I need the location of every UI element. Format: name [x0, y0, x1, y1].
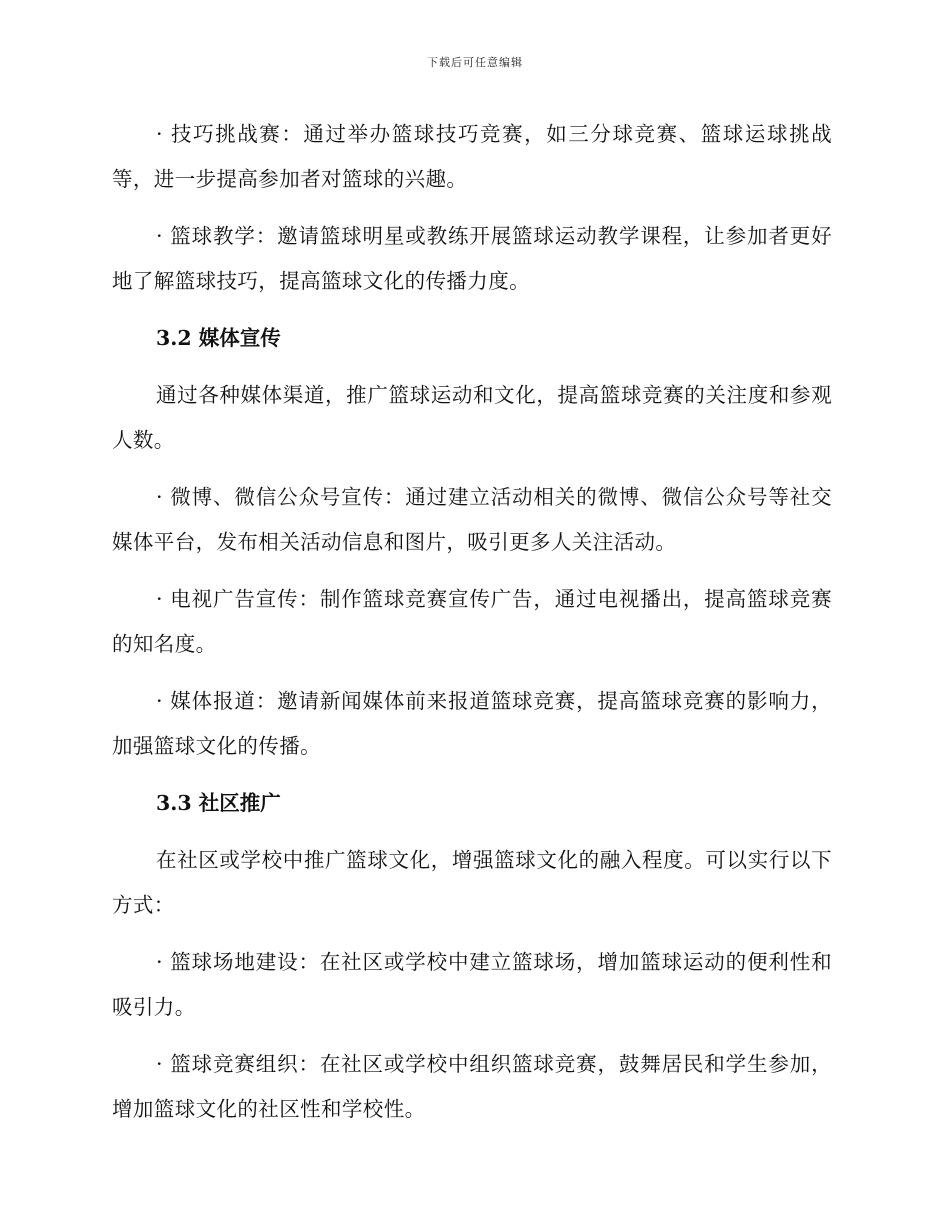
- paragraph-media-reports: · 媒体报道：邀请新闻媒体前来报道篮球竞赛，提高篮球竞赛的影响力，加强篮球文化的传播。: [112, 689, 832, 758]
- paragraph-competition-organization: · 篮球竞赛组织：在社区或学校中组织篮球竞赛，鼓舞居民和学生参加，增加篮球文化的社区性和学校性。: [112, 1052, 832, 1121]
- page-header: 下载后可任意编辑: [427, 56, 523, 69]
- document-body: [112, 112, 832, 1144]
- paragraph-community-intro: 在社区或学校中推广篮球文化，增强篮球文化的融入程度。可以实行以下方式：: [112, 848, 832, 917]
- paragraph-skill-challenge: · 技巧挑战赛：通过举办篮球技巧竞赛，如三分球竞赛、篮球运球挑战等，进一步提高参加者对篮球的兴趣。: [112, 122, 832, 191]
- paragraph-court-construction: · 篮球场地建设：在社区或学校中建立篮球场，增加篮球运动的便利性和吸引力。: [112, 950, 832, 1019]
- paragraph-media-intro: 通过各种媒体渠道，推广篮球运动和文化，提高篮球竞赛的关注度和参观人数。: [112, 383, 832, 452]
- paragraph-weibo-wechat: · 微博、微信公众号宣传：通过建立活动相关的微博、微信公众号等社交媒体平台，发布相关活动信息和图片，吸引更多人关注活动。: [112, 485, 832, 554]
- paragraph-tv-advertising: · 电视广告宣传：制作篮球竞赛宣传广告，通过电视播出，提高篮球竞赛的知名度。: [112, 587, 832, 656]
- paragraph-basketball-teaching: · 篮球教学：邀请篮球明星或教练开展篮球运动教学课程，让参加者更好地了解篮球技巧，提高篮球文化的传播力度。: [112, 224, 832, 293]
- section-heading-community-promotion: 3.3 社区推广: [156, 791, 281, 815]
- section-heading-media-promotion: 3.2 媒体宣传: [156, 326, 281, 350]
